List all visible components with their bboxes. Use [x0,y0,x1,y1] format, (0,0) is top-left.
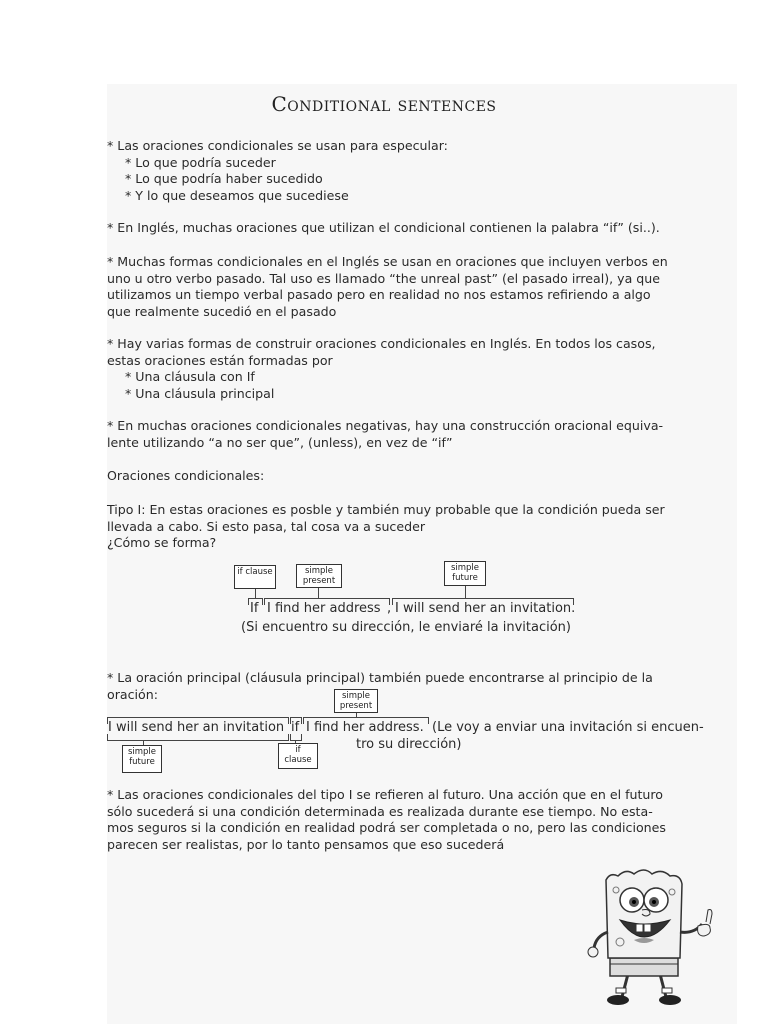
text-line: utilizamos un tiempo verbal pasado pero en realidad no nos estamos refiriendo a algo [107,287,651,302]
page-title: Conditional sentences [271,92,497,116]
label-box-simple-future: simple future [122,745,162,773]
connector-line [255,589,256,598]
text-line: Tipo I: En estas oraciones es posble y también muy probable que la condición pueda ser [107,502,665,517]
text-line: sólo sucederá si una condición determinada es realizada durante ese tiempo. No esta- [107,803,653,819]
text-line: * En Inglés, muchas oraciones que utilizan el condicional contienen la palabra “if” (si..). [107,220,660,235]
sentence-part-main: I will send her an invitation [108,720,285,735]
unreal-past-paragraph [107,254,727,320]
text-line: estas oraciones están formadas por [107,352,333,368]
text-line: llevada a cabo. Si esto pasa, tal cosa va a suceder [107,518,426,534]
intro-paragraph [107,138,727,204]
list-item: * Y lo que deseamos que sucediese [125,187,349,203]
text-line: * Muchas formas condicionales en el Inglés se usan en oraciones que incluyen verbos en [107,254,668,269]
sentence-part-main: I will send her an invitation. [395,601,576,616]
label-box-if-clause: if clause [234,565,276,589]
text-line: * Hay varias formas de construir oraciones condicionales en Inglés. En todos los casos, [107,336,656,351]
type1-future-paragraph [107,787,727,853]
translation: (Si encuentro su dirección, le enviaré la invitación) [241,620,571,635]
label-box-simple-present: simple present [334,689,378,713]
text-line: que realmente sucedió en el pasado [107,303,337,319]
sentence-part-if: if [291,720,300,735]
translation-line-1: (Le voy a enviar una invitación si encuen- [432,720,704,735]
text-line: ¿Cómo se forma? [107,535,217,550]
bracket [107,734,289,741]
translation-line-2: tro su dirección) [356,737,462,752]
sentence-part-condition: I find her address. [306,720,424,735]
list-item: * Una cláusula principal [125,385,275,401]
text-line: * Las oraciones condicionales del tipo I se refieren al futuro. Una acción que en el futuro [107,787,664,802]
connector-line [318,588,319,598]
if-paragraph [107,220,727,237]
list-item: * Lo que podría haber sucedido [125,171,323,186]
type1-paragraph [107,502,727,552]
text-line: parecen ser realistas, por lo tanto pensamos que eso sucederá [107,836,505,852]
spongebob-illustration [580,862,730,1012]
sentence-comma: , [387,601,392,616]
structure-paragraph [107,336,727,402]
text-line: * La oración principal (cláusula principal) también puede encontrarse al principio de la [107,670,653,685]
text-line: * En muchas oraciones condicionales negativas, hay una construcción oracional equiva- [107,418,664,433]
text-line: mos seguros si la condición en realidad podrá ser completada o no, pero las condiciones [107,820,666,835]
connector-line [465,586,466,598]
sentence-part-condition: I find her address [267,601,381,616]
text-line: oración: [107,686,158,702]
text-line: lente utilizando “a no ser que”, (unless), en vez de “if” [107,434,453,450]
intro-lead: * Las oraciones condicionales se usan para especular: [107,138,448,153]
label-box-if-clause: if clause [278,743,318,769]
label-box-simple-future: simple future [444,561,486,586]
section-heading [107,468,727,485]
bracket [290,734,302,741]
text-line: uno u otro verbo pasado. Tal uso es llamado “the unreal past” (el pasado irreal), ya que [107,270,661,286]
list-item: * Una cláusula con If [125,369,255,384]
sentence-part-if: If [250,601,259,616]
text-line: Oraciones condicionales: [107,468,265,483]
list-item: * Lo que podría suceder [125,154,276,170]
main-clause-first-paragraph [107,670,727,703]
label-box-simple-present: simple present [296,564,342,588]
unless-paragraph [107,418,727,451]
